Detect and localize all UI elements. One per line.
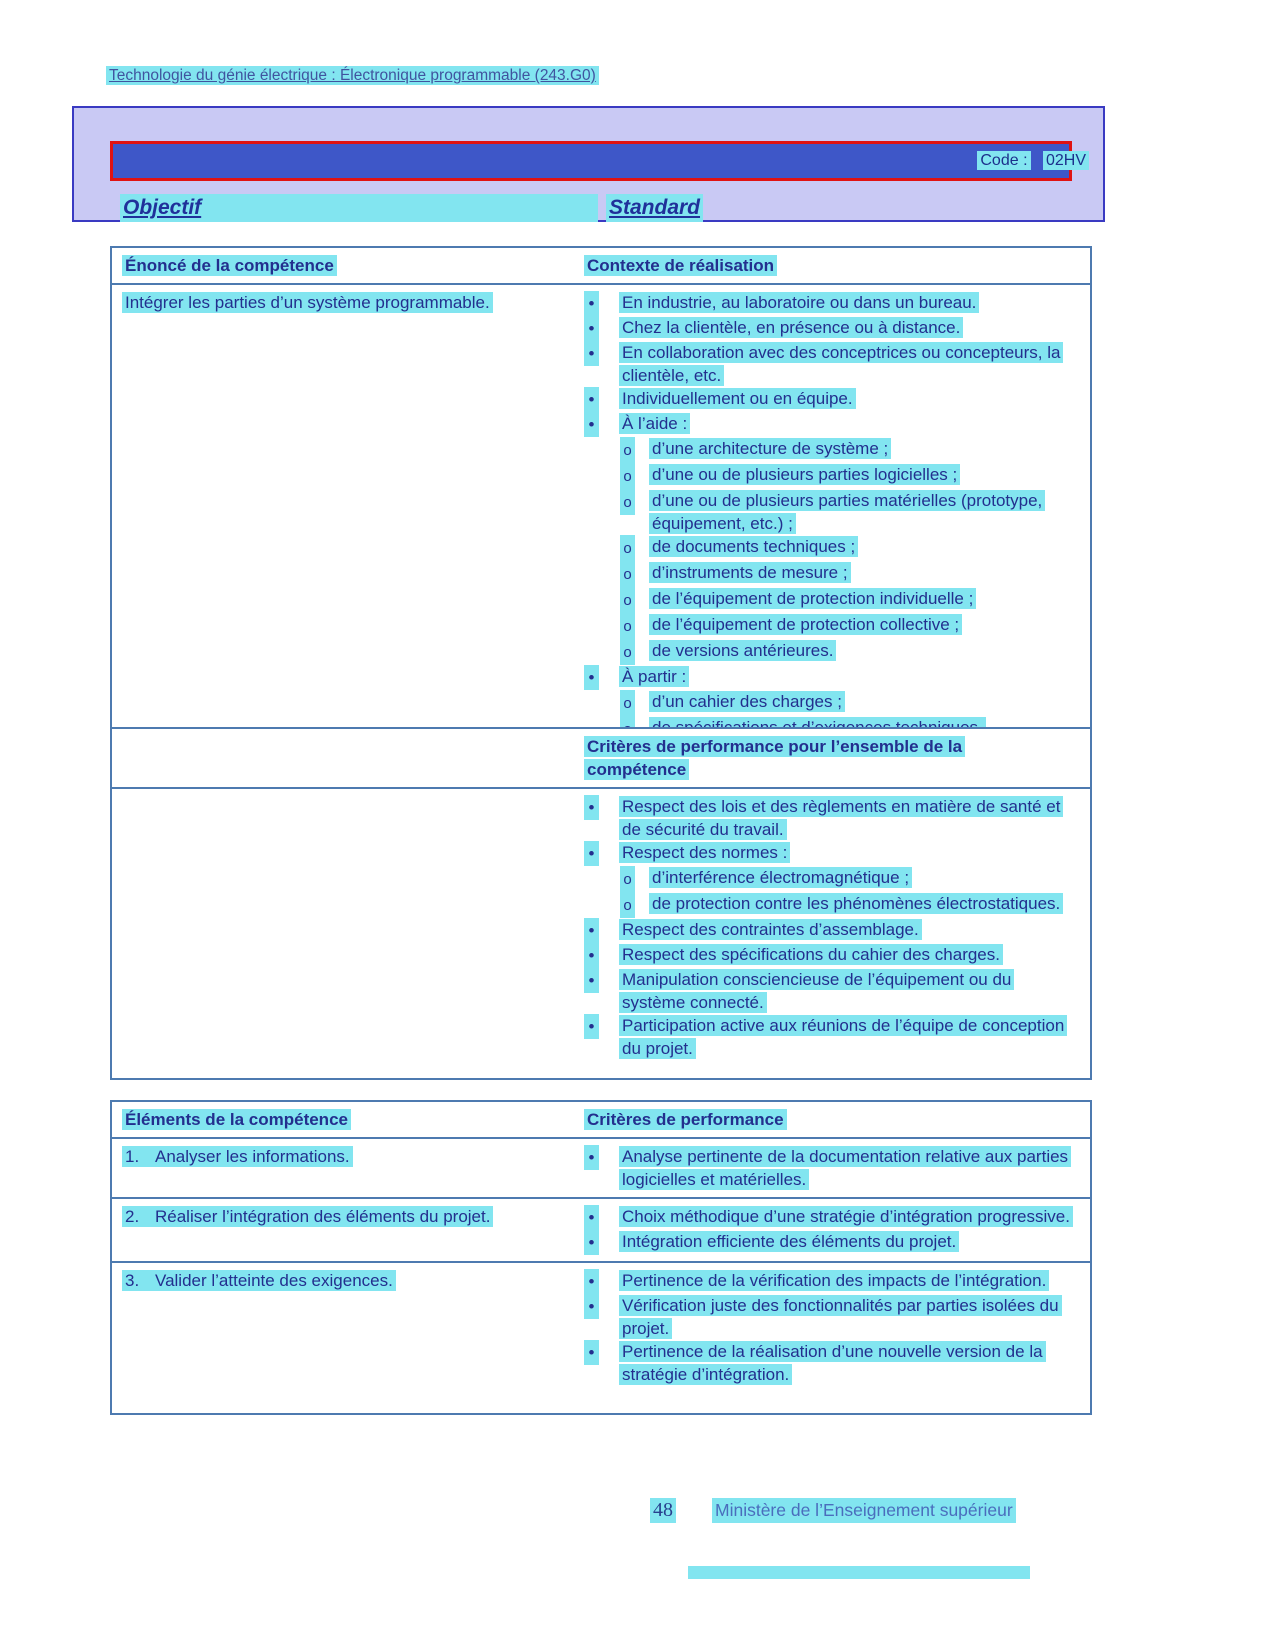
list-item-text: Vérification juste des fonctionnalités par parties isolées du projet. (619, 1295, 1062, 1339)
element-label (122, 1146, 353, 1167)
page-number: 48 (650, 1498, 676, 1523)
list-item-text: Individuellement ou en équipe. (619, 388, 856, 409)
element-criteria-cell (574, 1199, 1090, 1261)
header-cell-enonce (112, 248, 574, 283)
element-row-2 (112, 1199, 1090, 1263)
element-label-cell (112, 1139, 574, 1197)
list-item-text-wrap (619, 1230, 959, 1253)
list-item-text-wrap (619, 1269, 1049, 1292)
bullet-icon (620, 535, 635, 561)
element-label-cell (112, 1263, 574, 1392)
performance-list (584, 795, 1080, 1060)
list-item-text-wrap (649, 866, 912, 889)
list-item-text-wrap (619, 943, 1003, 966)
element-label (122, 1270, 396, 1291)
bullet-icon (584, 412, 599, 437)
element-text: Réaliser l’intégration des éléments du projet. (155, 1207, 491, 1226)
bullet-icon (584, 968, 599, 993)
list-item-text: d’une ou de plusieurs parties logicielles ; (649, 464, 960, 485)
bullet-icon (584, 918, 599, 943)
bullet-icon (584, 1014, 599, 1039)
bullet-icon (584, 387, 599, 412)
competence-table (110, 246, 1092, 750)
list-item-text-wrap (649, 613, 962, 636)
element-number: 2. (125, 1207, 140, 1226)
bullet-icon (584, 1205, 599, 1230)
list-item-text-wrap (619, 1294, 1079, 1340)
enonce-header-label: Énoncé de la compétence (122, 255, 337, 276)
bullet-icon (584, 1340, 599, 1365)
list-item (620, 690, 1080, 716)
list-item-text: Respect des contraintes d’assemblage. (619, 919, 922, 940)
bullet-icon (620, 437, 635, 463)
competence-table-body (112, 285, 1090, 748)
list-item-text: En collaboration avec des conceptrices ou concepteurs, la clientèle, etc. (619, 342, 1063, 386)
bullet-icon (584, 943, 599, 968)
list-item-text-wrap (649, 437, 891, 460)
bullet-icon (620, 489, 635, 515)
list-item (620, 587, 1080, 613)
list-item (620, 535, 1080, 561)
list-item-text: d’instruments de mesure ; (649, 562, 851, 583)
contexte-header-label: Contexte de réalisation (584, 255, 777, 276)
performance-criteria-cell (574, 789, 1090, 1066)
list-item (584, 943, 1080, 968)
performance-table-header (112, 729, 1090, 789)
code-value: 02HV (1043, 151, 1089, 170)
element-row-3 (112, 1263, 1090, 1392)
list-item (584, 1014, 1080, 1060)
list-item-text-wrap (619, 968, 1079, 1014)
bullet-icon (584, 795, 599, 820)
list-item-text: Respect des spécifications du cahier des charges. (619, 944, 1003, 965)
bullet-icon (584, 341, 599, 366)
list-item-text: Manipulation consciencieuse de l’équipement ou du système connecté. (619, 969, 1014, 1013)
document-title: Technologie du génie électrique : Électronique programmable (243.G0) (106, 66, 599, 85)
list-item-text-wrap (619, 387, 856, 410)
list-item (620, 866, 1080, 892)
bullet-icon (620, 561, 635, 587)
ministry-label: Ministère de l’Enseignement supérieur (712, 1498, 1016, 1523)
list-item (584, 1230, 1080, 1255)
list-item (620, 892, 1080, 918)
list-item (584, 1205, 1080, 1230)
header-cell-empty (112, 729, 574, 787)
element-criteria-cell (574, 1263, 1090, 1392)
list-item (584, 1269, 1080, 1294)
list-item-text-wrap (619, 918, 922, 941)
performance-empty-cell (112, 789, 574, 1066)
list-item-text-wrap (619, 1205, 1073, 1228)
banner-title-bar (110, 141, 1086, 181)
list-item-text-wrap (619, 841, 790, 864)
list-item (620, 561, 1080, 587)
element-row-1 (112, 1139, 1090, 1199)
bullet-icon (620, 866, 635, 892)
list-item-text: de l’équipement de protection individuelle ; (649, 588, 976, 609)
list-item (584, 795, 1080, 841)
list-item-text-wrap (619, 291, 979, 314)
element-number: 1. (125, 1147, 140, 1166)
list-item-text: d’une architecture de système ; (649, 438, 891, 459)
list-item-text-wrap (649, 561, 851, 584)
page-footer (650, 1498, 1016, 1523)
document-header (106, 64, 599, 87)
list-item-text: de versions antérieures. (649, 640, 836, 661)
bullet-icon (620, 587, 635, 613)
bullet-icon (584, 1145, 599, 1170)
performance-table (110, 727, 1092, 1080)
code-field (977, 149, 1089, 172)
list-item-text: Respect des lois et des règlements en matière de santé et de sécurité du travail. (619, 796, 1063, 840)
list-item-text: d’une ou de plusieurs parties matérielles (prototype, équipement, etc.) ; (649, 490, 1045, 534)
list-item (620, 639, 1080, 665)
list-item (620, 437, 1080, 463)
footer-highlight-bar (688, 1566, 1030, 1579)
bullet-icon (584, 1230, 599, 1255)
list-item-text-wrap (649, 639, 836, 662)
list-item-text-wrap (619, 1145, 1079, 1191)
performance-table-body (112, 789, 1090, 1066)
list-item-text-wrap (619, 341, 1079, 387)
list-item (584, 291, 1080, 316)
list-item (584, 1340, 1080, 1386)
list-item-text-wrap (649, 587, 976, 610)
list-item (620, 489, 1080, 535)
element-text: Valider l’atteinte des exigences. (155, 1271, 393, 1290)
list-item-text-wrap (649, 690, 845, 713)
list-item-text: En industrie, au laboratoire ou dans un bureau. (619, 292, 979, 313)
objective-banner (72, 106, 1105, 222)
list-item (620, 463, 1080, 489)
header-cell-criteres (574, 1102, 1090, 1137)
bullet-icon (620, 690, 635, 716)
standard-heading: Standard (609, 196, 701, 219)
header-cell-criteres-ensemble (574, 729, 1090, 787)
header-cell-elements (112, 1102, 574, 1137)
element-label (122, 1206, 493, 1227)
elements-table (110, 1100, 1092, 1415)
header-cell-contexte (574, 248, 1090, 283)
context-list (584, 291, 1080, 742)
criteres-header-label: Critères de performance (584, 1109, 787, 1130)
list-item-text-wrap (649, 892, 1063, 915)
list-item-text-wrap (619, 412, 690, 435)
competence-table-header (112, 248, 1090, 285)
objectif-heading: Objectif (123, 196, 202, 219)
list-item-text-wrap (649, 535, 858, 558)
criteres-ensemble-wrap (584, 735, 1054, 781)
list-item (584, 1145, 1080, 1191)
list-item-text-wrap (619, 1340, 1079, 1386)
list-item-text: de documents techniques ; (649, 536, 858, 557)
list-item-text: Pertinence de la réalisation d’une nouvelle version de la stratégie d’intégration. (619, 1341, 1046, 1385)
list-item-text: Intégration efficiente des éléments du projet. (619, 1231, 959, 1252)
element-criteria-cell (574, 1139, 1090, 1197)
code-label: Code : (977, 151, 1030, 170)
bullet-icon (584, 665, 599, 690)
list-item-text: Pertinence de la vérification des impacts de l’intégration. (619, 1270, 1049, 1291)
list-item-text: Chez la clientèle, en présence ou à distance. (619, 317, 963, 338)
bullet-icon (584, 291, 599, 316)
list-item-text: À partir : (619, 666, 689, 687)
list-item-text: Analyse pertinente de la documentation relative aux parties logicielles et matérielles. (619, 1146, 1071, 1190)
elements-header-label: Éléments de la compétence (122, 1109, 351, 1130)
elements-table-header (112, 1102, 1090, 1139)
standard-heading-bar (606, 194, 703, 222)
bullet-icon (584, 1294, 599, 1319)
element-number: 3. (125, 1271, 140, 1290)
list-item (584, 1294, 1080, 1340)
list-item-text: Respect des normes : (619, 842, 790, 863)
list-item-text: de protection contre les phénomènes électrostatiques. (649, 893, 1063, 914)
list-item (584, 341, 1080, 387)
list-item-text-wrap (649, 489, 1080, 535)
bullet-icon (620, 613, 635, 639)
list-item-text: Choix méthodique d’une stratégie d’intégration progressive. (619, 1206, 1073, 1227)
list-item (584, 968, 1080, 1014)
criteria-list (584, 1205, 1080, 1255)
criteria-list (584, 1269, 1080, 1386)
bullet-icon (584, 316, 599, 341)
bullet-icon (620, 892, 635, 918)
list-item (620, 613, 1080, 639)
list-item-text-wrap (619, 665, 689, 688)
bullet-icon (620, 639, 635, 665)
list-item-text: de l’équipement de protection collective ; (649, 614, 962, 635)
list-item (584, 918, 1080, 943)
list-item-text: d’un cahier des charges ; (649, 691, 845, 712)
criteres-ensemble-label: Critères de performance pour l’ensemble de la compétence (584, 736, 965, 780)
context-cell (574, 285, 1090, 748)
bullet-icon (584, 1269, 599, 1294)
list-item (584, 841, 1080, 866)
list-item-text: Participation active aux réunions de l’équipe de conception du projet. (619, 1015, 1067, 1059)
list-item (584, 316, 1080, 341)
list-item (584, 387, 1080, 412)
statement-cell (112, 285, 574, 748)
element-label-cell (112, 1199, 574, 1261)
bullet-icon (620, 463, 635, 489)
element-text: Analyser les informations. (155, 1147, 350, 1166)
list-item-text-wrap (619, 795, 1079, 841)
list-item-text: d’interférence électromagnétique ; (649, 867, 912, 888)
bullet-icon (584, 841, 599, 866)
list-item (584, 665, 1080, 690)
list-item (584, 412, 1080, 437)
competence-statement: Intégrer les parties d’un système programmable. (122, 292, 493, 313)
criteria-list (584, 1145, 1080, 1191)
list-item-text-wrap (619, 1014, 1079, 1060)
list-item-text-wrap (649, 463, 960, 486)
list-item-text: À l’aide : (619, 413, 690, 434)
objectif-heading-bar (120, 194, 598, 222)
list-item-text-wrap (619, 316, 963, 339)
